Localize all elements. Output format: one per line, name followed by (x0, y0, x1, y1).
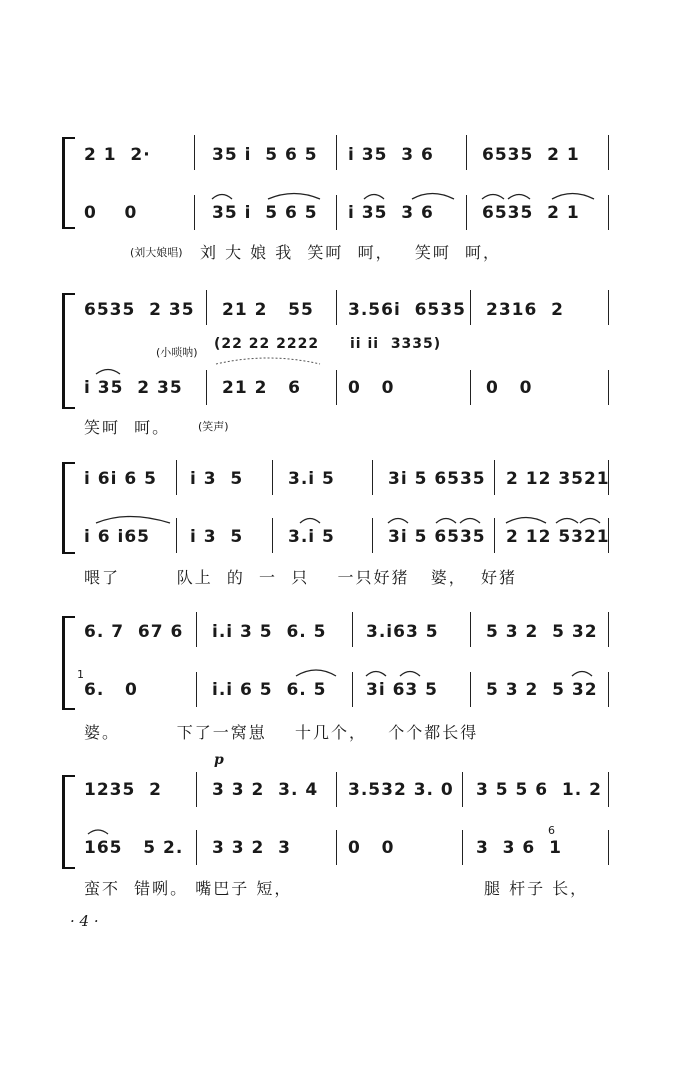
lower-measure-3: 0 0 (348, 838, 395, 858)
upper-measure-2: 35 i 5 6 5 (212, 145, 318, 165)
upper-measure-4: 5 3 2 5 32 (486, 622, 598, 642)
upper-measure-3: 3.i63 5 (366, 622, 439, 642)
lower-measure-4: 0 0 (486, 378, 533, 398)
grace-note: 1 (77, 668, 84, 681)
lower-measure-1: i 35 2 35 (84, 378, 183, 398)
upper-measure-1: 6. 7 67 6 (84, 622, 184, 642)
lower-measure-2: 21 2 6 (222, 378, 301, 398)
lower-measure-1: 6. 0 (84, 680, 138, 700)
upper-measure-4: 3i 5 6535 (388, 469, 486, 489)
lower-measure-5: 2 12 5321 (506, 527, 610, 547)
upper-measure-1: 6535 2 35 (84, 300, 195, 320)
lyrics-line: 婆。 下了一窝崽 十几个， 个个都长得 (84, 723, 479, 742)
upper-measure-2: i.i 3 5 6. 5 (212, 622, 327, 642)
upper-measure-3: 3.i 5 (288, 469, 335, 489)
lower-measure-2: i.i 6 5 6. 5 (212, 680, 327, 700)
lyrics-line-1: 蛮不 错咧。 嘴巴子 短， (84, 879, 293, 898)
upper-measure-1: i 6i 6 5 (84, 469, 157, 489)
grace-note: 6 (548, 824, 555, 837)
lower-measure-1: i 6 i65 (84, 527, 150, 547)
lower-measure-3: i 35 3 6 (348, 203, 434, 223)
lower-measure-3: 3i 63 5 (366, 680, 438, 700)
upper-measure-2: i 3 5 (190, 469, 244, 489)
lower-measure-4: 6535 2 1 (482, 203, 580, 223)
upper-measure-2: 3 3 2 3. 4 (212, 780, 319, 800)
suona-line-1: (22 22 2222 (214, 336, 320, 352)
lower-measure-4: 5 3 2 5 32 (486, 680, 598, 700)
dynamic-marking: p (214, 752, 224, 768)
upper-measure-1: 2 1 2· (84, 145, 151, 165)
upper-measure-5: 2 12 3521 (506, 469, 610, 489)
lyrics-line: 刘 大 娘 我 笑呵 呵， 笑呵 呵， (200, 243, 502, 262)
page-number: · 4 · (70, 912, 99, 930)
upper-measure-1: 1235 2 (84, 780, 162, 800)
lower-measure-4: 3i 5 6535 (388, 527, 486, 547)
lower-measure-2: i 3 5 (190, 527, 244, 547)
lower-measure-3: 0 0 (348, 378, 395, 398)
upper-measure-2: 21 2 55 (222, 300, 314, 320)
upper-measure-3: 3.532 3. 0 (348, 780, 454, 800)
upper-measure-4: 3 5 5 6 1. 2 (476, 780, 602, 800)
lower-measure-1: 165 5 2. (84, 838, 184, 858)
singer-note: (刘大娘唱) (130, 246, 183, 259)
lyrics-line-2: 腿 杆子 长， (484, 879, 589, 898)
lower-measure-4: 3 3 6 1 (476, 838, 562, 858)
lyrics-line: 喂了 队上 的 一 只 一只好猪 婆， 好猪 (84, 568, 517, 587)
upper-measure-4: 6535 2 1 (482, 145, 580, 165)
lower-measure-2: 3 3 2 3 (212, 838, 291, 858)
upper-measure-3: 3.56i 6535 (348, 300, 466, 320)
lower-measure-3: 3.i 5 (288, 527, 335, 547)
suona-label: (小唢呐) (156, 346, 198, 359)
upper-measure-4: 2316 2 (486, 300, 564, 320)
lower-measure-2: 35 i 5 6 5 (212, 203, 318, 223)
upper-measure-3: i 35 3 6 (348, 145, 434, 165)
lower-measure-1: 0 0 (84, 203, 138, 223)
suona-line-2: ii ii 3335) (350, 336, 442, 352)
lyrics-line: 笑呵 呵。 (84, 418, 171, 437)
laughter-note: (笑声) (198, 420, 229, 433)
